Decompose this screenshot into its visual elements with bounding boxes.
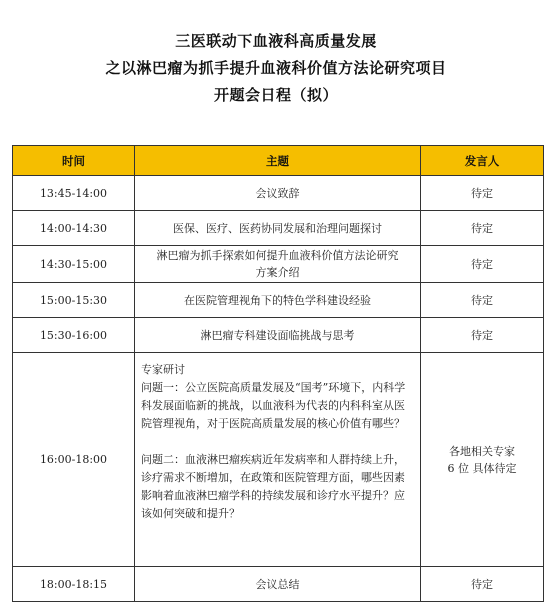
topic-cell: 淋巴瘤专科建设面临挑战与思考 (135, 318, 421, 353)
topic-cell: 会议致辞 (135, 176, 421, 211)
time-cell: 13:45-14:00 (13, 176, 135, 211)
speaker-cell (421, 353, 544, 567)
paragraph-gap (141, 433, 414, 451)
time-cell: 14:30-15:00 (13, 246, 135, 283)
speaker-cell: 待定 (421, 567, 544, 602)
title-line-1: 三医联动下血液科高质量发展 (175, 32, 377, 50)
table-row (13, 176, 544, 211)
topic-cell: 会议总结 (135, 567, 421, 602)
speaker-cell: 待定 (421, 211, 544, 246)
title-line-3: 开题会日程（拟） (213, 86, 338, 104)
table-header-row (13, 146, 544, 176)
header-speaker: 发言人 (421, 146, 544, 176)
time-cell: 14:00-14:30 (13, 211, 135, 246)
topic-cell: 医保、医疗、医药协同发展和治理问题探讨 (135, 211, 421, 246)
header-topic: 主题 (135, 146, 421, 176)
time-cell: 15:00-15:30 (13, 283, 135, 318)
speaker-cell: 待定 (421, 176, 544, 211)
topic-line: 方案介绍 (255, 266, 300, 279)
speaker-cell: 待定 (421, 283, 544, 318)
table-row (13, 211, 544, 246)
table-row (13, 283, 544, 318)
speaker-line: 6 位 具体待定 (447, 461, 517, 475)
table-row (13, 353, 544, 567)
table-row (13, 567, 544, 602)
discussion-heading: 专家研讨 (141, 363, 185, 376)
document-title (0, 28, 552, 109)
speaker-cell: 待定 (421, 318, 544, 353)
table-row (13, 318, 544, 353)
discussion-question-1: 问题一：公立医院高质量发展及“国考”环境下，内科学科发展面临新的挑战，以血液科为代表的内科科室从医院管理视角，对于医院高质量发展的核心价值有哪些？ (141, 381, 406, 430)
header-time: 时间 (13, 146, 135, 176)
speaker-line: 各地相关专家 (449, 444, 515, 458)
time-cell: 18:00-18:15 (13, 567, 135, 602)
discussion-question-2: 问题二：血液淋巴瘤疾病近年发病率和人群持续上升，诊疗需求不断增加，在政策和医院管理方面，哪些因素影响着血液淋巴瘤学科的持续发展和诊疗水平提升？应该如何突破和提升？ (141, 453, 405, 520)
topic-line: 淋巴瘤为抓手探索如何提升血液科价值方法论研究 (156, 249, 399, 262)
topic-cell (135, 246, 421, 283)
time-cell: 15:30-16:00 (13, 318, 135, 353)
title-line-2: 之以淋巴瘤为抓手提升血液科价值方法论研究项目 (105, 59, 447, 77)
topic-cell (135, 353, 421, 567)
topic-cell: 在医院管理视角下的特色学科建设经验 (135, 283, 421, 318)
schedule-table (12, 145, 544, 602)
time-cell: 16:00-18:00 (13, 353, 135, 567)
table-row (13, 246, 544, 283)
speaker-cell: 待定 (421, 246, 544, 283)
